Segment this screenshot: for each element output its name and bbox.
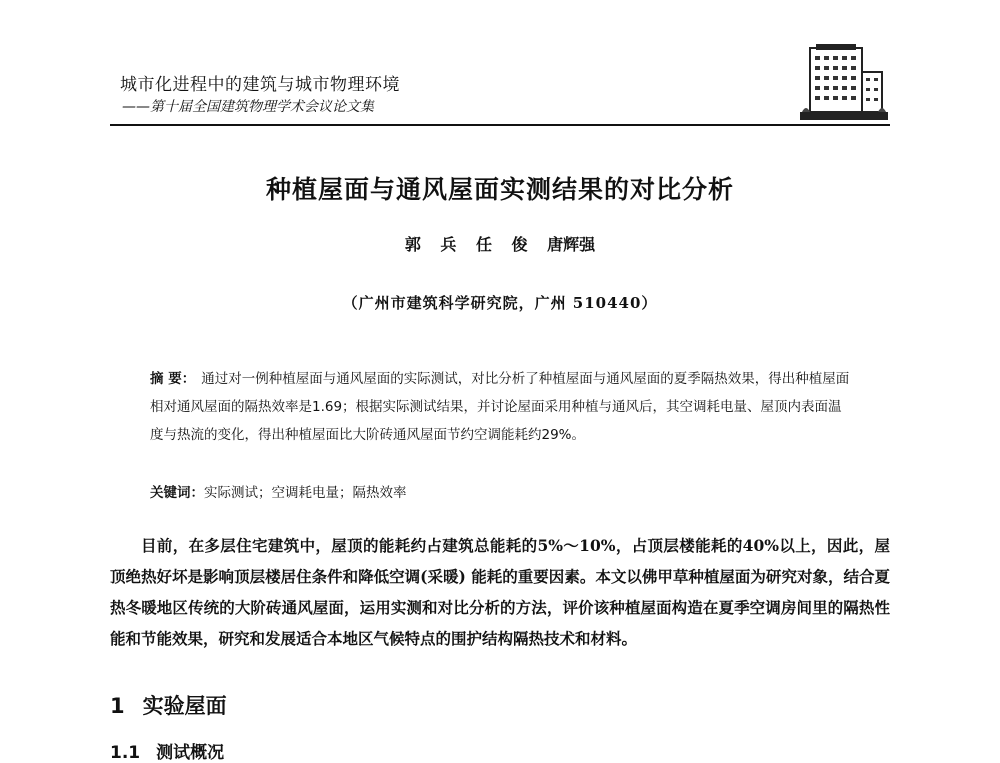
abstract-label: 摘 要： — [150, 371, 196, 387]
header-rule — [110, 124, 890, 126]
intro-paragraph: 目前，在多层住宅建筑中，屋顶的能耗约占建筑总能耗的5%～10%，占顶层楼能耗的40%以上，因此，屋顶绝热好坏是影响顶层楼居住条件和降低空调(采暖) 能耗的重要因素。本文以佛甲草种植屋面为研究对象，结合夏热冬暖地区传统的大阶砖通风屋面，运用实测和对比分析的方法，评价该种植屋面构造在夏季空调房间里的隔热性能和节能效果，研究和发展适合本地区气候特点的围护结构隔热技术和材料。 — [110, 536, 890, 648]
section-heading — [110, 690, 227, 720]
subsection-title: 测试概况 — [156, 743, 225, 763]
running-header-subtitle: ——第十届全国建筑物理学术会议论文集 — [122, 99, 374, 115]
running-header-title: 城市化进程中的建筑与城市物理环境 — [120, 75, 400, 95]
keywords-label: 关键词： — [150, 485, 204, 501]
paper-title: 种植屋面与通风屋面实测结果的对比分析 — [265, 175, 734, 204]
keywords-text: 实际测试；空调耗电量；隔热效率 — [204, 485, 407, 501]
building-logo-icon — [800, 42, 888, 122]
paper-authors: 郭 兵 任 俊 唐辉强 — [404, 235, 596, 254]
paper-affiliation: （广州市建筑科学研究院，广州 510440） — [342, 294, 658, 312]
abstract — [150, 365, 850, 449]
section-title: 实验屋面 — [142, 694, 227, 718]
subsection-number: 1.1 — [110, 743, 141, 763]
abstract-text: 通过对一例种植屋面与通风屋面的实际测试，对比分析了种植屋面与通风屋面的夏季隔热效果，得出种植屋面相对通风屋面的隔热效率是1.69；根据实际测试结果，并讨论屋面采用种植与通风后，其空调耗电量、屋顶内表面温度与热流的变化，得出种植屋面比大阶砖通风屋面节约空调能耗约29%。 — [150, 371, 850, 443]
subsection-heading — [110, 738, 224, 763]
keywords — [150, 481, 850, 501]
section-number: 1 — [110, 694, 125, 718]
